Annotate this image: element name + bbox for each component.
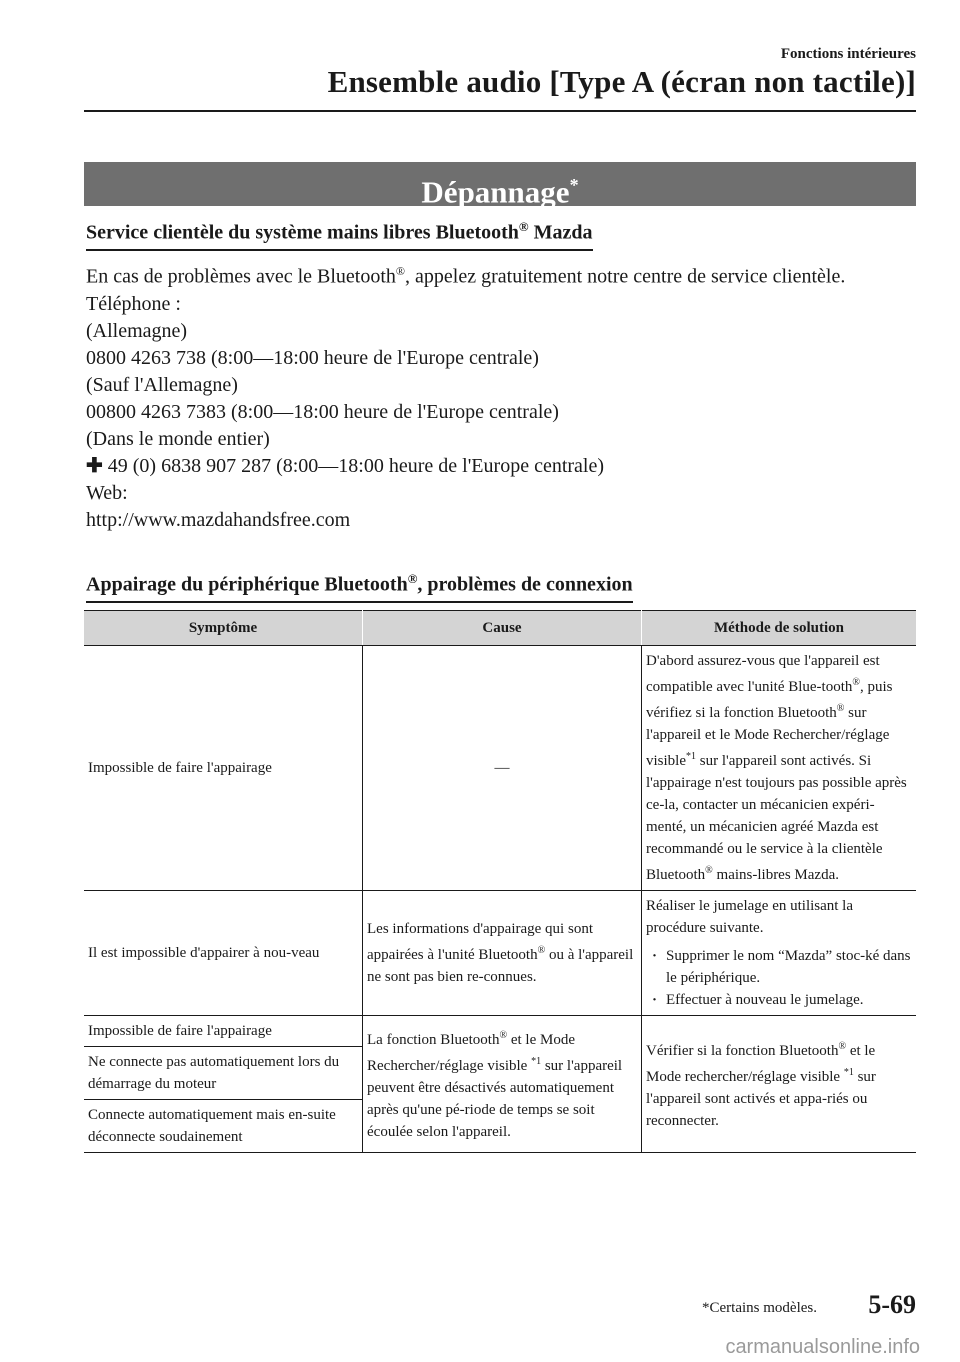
- banner-asterisk: *: [569, 175, 579, 195]
- table-row: [84, 646, 916, 891]
- footnote: *Certains modèles.: [702, 1300, 817, 1316]
- col-solution: Méthode de solution: [642, 611, 917, 646]
- col-symptom: Symptôme: [84, 611, 363, 646]
- list-item: · Effectuer à nouveau le jumelage.: [646, 989, 912, 1011]
- cause-cell: ―: [363, 646, 642, 891]
- table-header-row: [84, 611, 916, 646]
- phone-worldwide: ✚ 49 (0) 6838 907 287 (8:00―18:00 heure de l'Europe centrale): [86, 453, 916, 480]
- cause-cell: La fonction Bluetooth® et le Mode Rechercher/réglage visible $^{*1}$ sur l'appareil peuvent être désactivés automatiquement après qu'une pé-riode de temps se soit écoulée selon l'appareil.: [363, 1016, 642, 1153]
- service-body: [86, 258, 916, 534]
- symptom-cell: Il est impossible d'appairer à nou-veau: [84, 891, 363, 1016]
- header-divider: [84, 110, 916, 112]
- symptom-cell: Connecte automatiquement mais en-suite déconnecte soudainement: [84, 1100, 363, 1153]
- country-worldwide: (Dans le monde entier): [86, 427, 270, 450]
- country-germany: (Allemagne): [86, 319, 188, 342]
- phone-germany: 0800 4263 738 (8:00―18:00 heure de l'Europe centrale): [86, 346, 539, 369]
- solution-cell: D'abord assurez-vous que l'appareil est compatible avec l'unité Blue-tooth®, puis vérifiez si la fonction Bluetooth® sur l'appareil et le Mode Rechercher/réglage visible$^{*1}$ sur l'appareil sont activés. Si l'appairage n'est toujours pas possible après ce-la, contacter un mécanicien expéri-menté, un mécanicien agréé Mazda est recommandé ou le service à la clientèle Bluetooth® mains-libres Mazda.: [642, 646, 917, 891]
- phone-except-germany: 00800 4263 7383 (8:00―18:00 heure de l'Europe centrale): [86, 400, 559, 423]
- troubleshooting-table: [84, 610, 916, 1153]
- website-url: http://www.mazdahandsfree.com: [86, 508, 351, 531]
- col-cause: Cause: [363, 611, 642, 646]
- section-banner: [84, 162, 916, 210]
- table-row: [84, 891, 916, 1016]
- chapter-title: Ensemble audio [Type A (écran non tactile)]: [327, 64, 916, 99]
- pairing-heading: Appairage du périphérique Bluetooth®, problèmes de connexion: [86, 571, 633, 603]
- service-heading: Service clientèle du système mains libres Bluetooth® Mazda: [86, 219, 593, 251]
- solution-steps: [646, 945, 912, 1011]
- section-label: Fonctions intérieures: [780, 46, 916, 62]
- web-label: Web:: [86, 481, 128, 504]
- cause-cell: Les informations d'appairage qui sont appairées à l'unité Bluetooth® ou à l'appareil ne sont pas bien re-connues.: [363, 891, 642, 1016]
- country-except-germany: (Sauf l'Allemagne): [86, 373, 238, 396]
- symptom-cell: Ne connecte pas automatiquement lors du démarrage du moteur: [84, 1047, 363, 1100]
- solution-cell: Réaliser le jumelage en utilisant la procédure suivante. · Supprimer le nom “Mazda” stoc-ké dans le périphérique. · Effectuer à nouveau le jumelage.: [642, 891, 917, 1016]
- watermark: carmanualsonline.info: [725, 1336, 920, 1358]
- table-row: [84, 1016, 916, 1047]
- symptom-cell: Impossible de faire l'appairage: [84, 646, 363, 891]
- list-item: · Supprimer le nom “Mazda” stoc-ké dans le périphérique.: [646, 945, 912, 989]
- phone-label: Téléphone :: [86, 292, 181, 315]
- banner-title: Dépannage: [421, 174, 570, 210]
- service-intro: En cas de problèmes avec le Bluetooth®, appelez gratuitement notre centre de service clientèle.: [86, 264, 846, 288]
- plus-icon: ✚: [86, 454, 103, 477]
- symptom-cell: Impossible de faire l'appairage: [84, 1016, 363, 1047]
- page-number: 5-69: [868, 1290, 916, 1319]
- solution-cell: Vérifier si la fonction Bluetooth® et le Mode rechercher/réglage visible $^{*1}$ sur l'appareil sont activés et appa-riés ou reconnecter.: [642, 1016, 917, 1153]
